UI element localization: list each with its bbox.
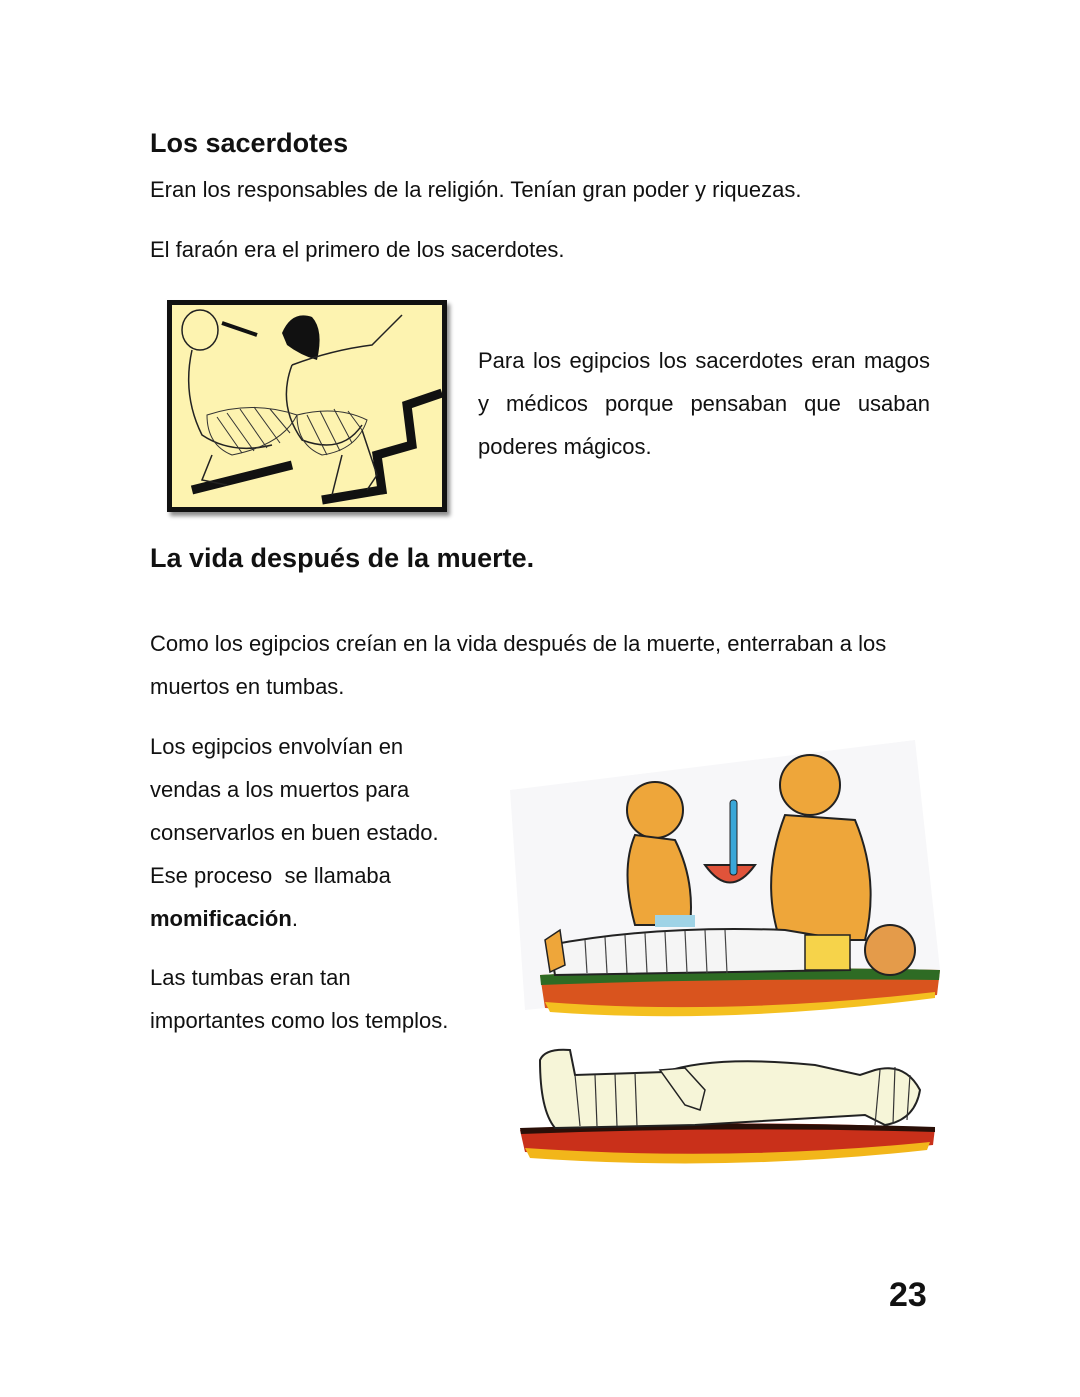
section-heading-priests: Los sacerdotes — [150, 128, 349, 158]
priests-drawing-icon — [172, 305, 442, 507]
priests-paragraph-1: Eran los responsables de la religión. Tenían gran poder y riquezas. — [150, 177, 802, 202]
mummification-paragraph — [150, 725, 500, 940]
tombs-paragraph — [150, 956, 500, 1042]
mummification-line: Ese proceso se llamaba — [150, 863, 391, 888]
embalming-illustration — [505, 740, 945, 1020]
tombs-line: Las tumbas eran tan — [150, 965, 351, 990]
mummification-line: conservarlos en buen estado. — [150, 820, 439, 845]
priests-paragraph-2: El faraón era el primero de los sacerdotes. — [150, 237, 565, 262]
mummification-term-line — [150, 897, 500, 940]
term-suffix: . — [291, 906, 298, 931]
mummy-illustration — [515, 1040, 945, 1165]
priests-image-caption: Para los egipcios los sacerdotes eran magos y médicos porque pensaban que usaban poderes mágicos. — [478, 348, 930, 459]
afterlife-paragraph-1: Como los egipcios creían en la vida después de la muerte, enterraban a los muertos en tumbas. — [150, 631, 887, 699]
section-heading-afterlife: La vida después de la muerte. — [150, 543, 535, 573]
embalmers-drawing-icon — [505, 740, 945, 1020]
tombs-line: importantes como los templos. — [150, 1008, 449, 1033]
mummification-line: Los egipcios envolvían en — [150, 734, 404, 759]
mummification-line: vendas a los muertos para — [150, 777, 410, 802]
page-number: 23 — [889, 1276, 927, 1314]
mummification-term: momificación — [150, 906, 292, 931]
mummy-drawing-icon — [515, 1040, 945, 1165]
priests-illustration — [167, 300, 447, 512]
